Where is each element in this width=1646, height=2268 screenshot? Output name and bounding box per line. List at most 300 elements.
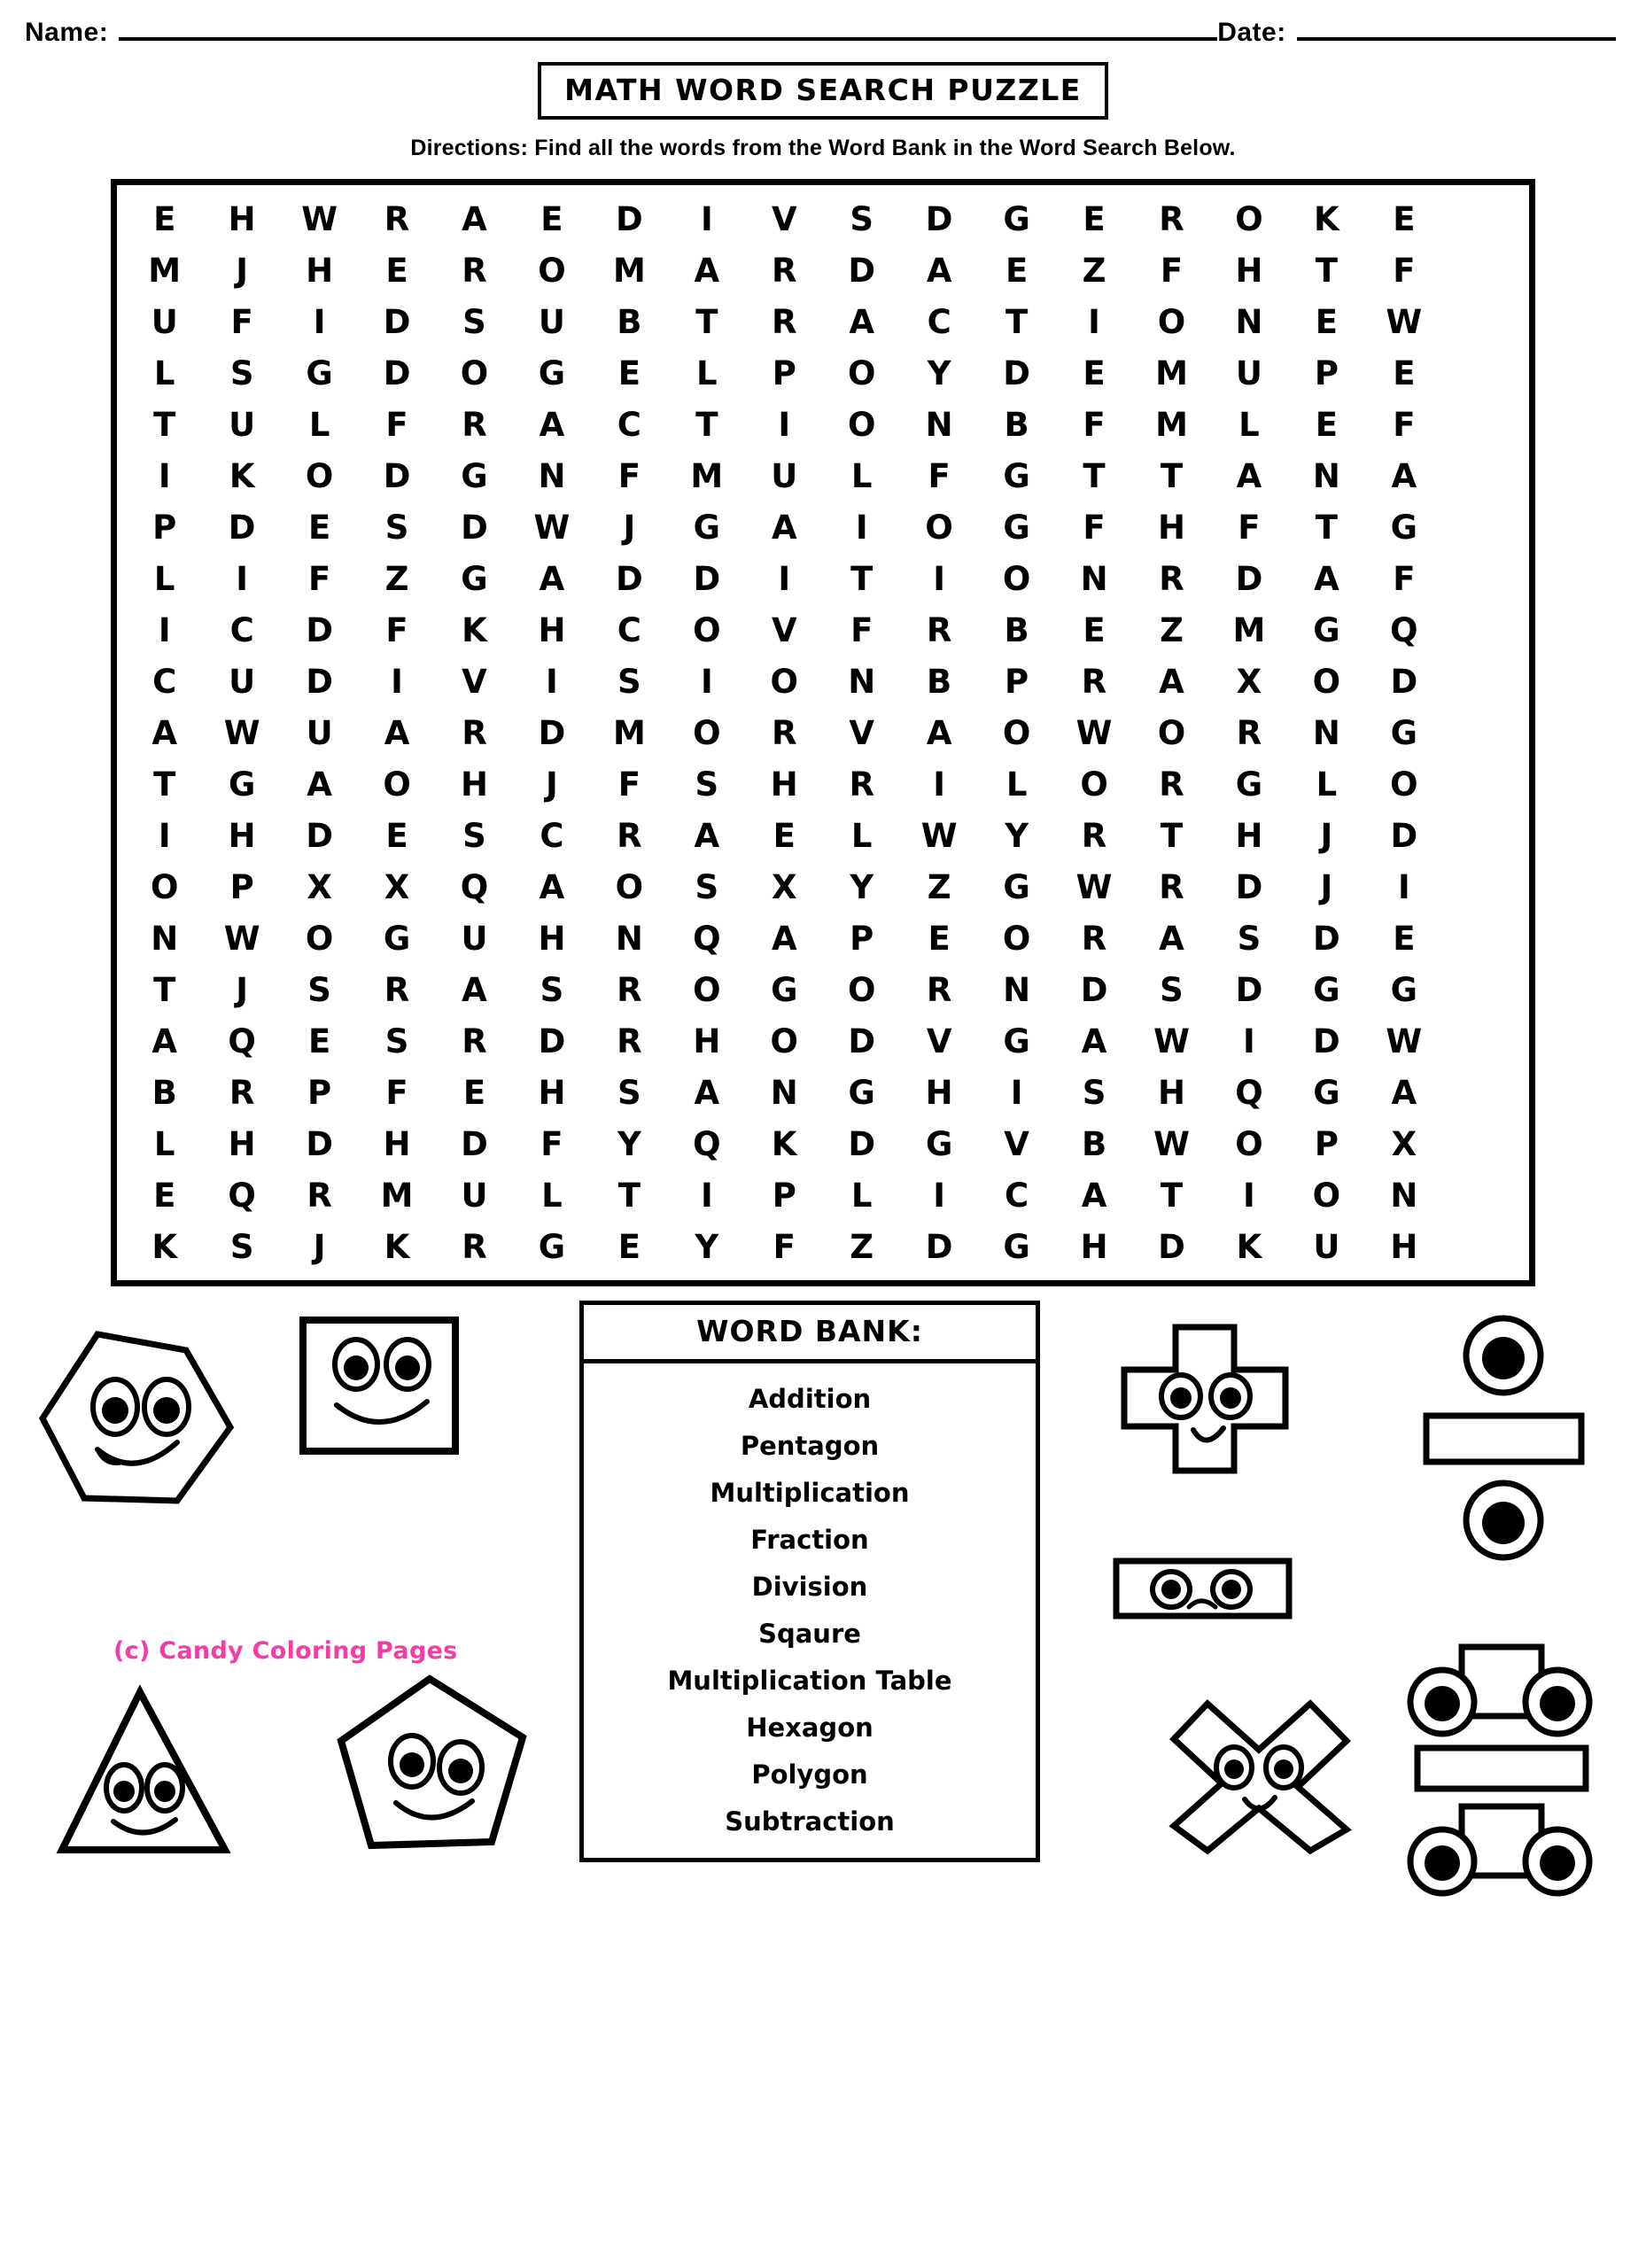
word-bank-item[interactable]: Multiplication [710, 1478, 910, 1508]
grid-cell[interactable]: P [772, 354, 796, 392]
grid-cell[interactable]: D [306, 611, 333, 649]
grid-cell[interactable]: D [538, 714, 566, 752]
grid-cell[interactable]: W [1075, 868, 1113, 906]
grid-cell[interactable]: W [533, 509, 571, 547]
grid-cell[interactable]: E [385, 252, 408, 290]
grid-cell[interactable]: K [384, 1228, 410, 1266]
grid-cell[interactable]: Q [693, 1125, 721, 1163]
grid-cell[interactable]: A [1081, 1177, 1107, 1215]
grid-cell[interactable]: I [1243, 1177, 1255, 1215]
grid-cell[interactable]: A [694, 252, 720, 290]
grid-cell[interactable]: L [1316, 765, 1338, 804]
grid-cell[interactable] [1443, 660, 1520, 704]
grid-cell[interactable]: R [462, 1228, 487, 1266]
grid-cell[interactable]: B [1004, 406, 1029, 444]
grid-cell[interactable] [1443, 1225, 1520, 1270]
grid-cell[interactable]: P [307, 1074, 332, 1112]
grid-cell[interactable]: S [462, 817, 486, 855]
grid-cell[interactable]: V [1004, 1125, 1029, 1163]
grid-cell[interactable]: O [1080, 765, 1108, 804]
grid-cell[interactable]: F [540, 1125, 563, 1163]
grid-cell[interactable] [1443, 917, 1520, 961]
grid-cell[interactable]: S [695, 765, 719, 804]
grid-cell[interactable] [1443, 711, 1520, 756]
grid-cell[interactable] [1443, 1174, 1520, 1218]
grid-cell[interactable]: G [383, 920, 411, 958]
grid-cell[interactable]: V [926, 1022, 952, 1060]
date-line[interactable] [1297, 37, 1616, 41]
grid-cell[interactable]: O [305, 920, 334, 958]
grid-cell[interactable]: I [700, 663, 713, 701]
grid-cell[interactable]: I [1010, 1074, 1023, 1112]
word-bank-item[interactable]: Pentagon [740, 1431, 880, 1461]
grid-cell[interactable]: H [228, 817, 256, 855]
grid-cell[interactable]: I [855, 509, 868, 547]
grid-cell[interactable]: S [850, 200, 874, 238]
grid-cell[interactable]: S [1082, 1074, 1106, 1112]
grid-cell[interactable]: D [1003, 354, 1030, 392]
grid-cell[interactable]: P [1005, 663, 1029, 701]
grid-cell[interactable] [1443, 1020, 1520, 1064]
grid-cell[interactable]: R [1159, 200, 1184, 238]
grid-cell[interactable]: D [616, 560, 643, 598]
grid-cell[interactable]: O [383, 765, 411, 804]
grid-cell[interactable]: O [538, 252, 566, 290]
grid-cell[interactable]: A [539, 868, 565, 906]
grid-cell[interactable]: I [933, 765, 946, 804]
grid-cell[interactable]: I [313, 303, 326, 341]
grid-cell[interactable]: E [385, 817, 408, 855]
grid-cell[interactable]: O [847, 971, 876, 1009]
grid-cell[interactable]: Q [228, 1177, 256, 1215]
grid-cell[interactable]: G [461, 457, 488, 495]
grid-cell[interactable]: G [693, 509, 721, 547]
grid-cell[interactable]: C [617, 406, 641, 444]
grid-cell[interactable]: O [1002, 920, 1031, 958]
grid-cell[interactable]: O [1157, 714, 1186, 752]
grid-cell[interactable]: O [1312, 663, 1341, 701]
grid-cell[interactable]: T [695, 303, 718, 341]
grid-cell[interactable]: D [1235, 971, 1263, 1009]
grid-cell[interactable]: G [1003, 457, 1030, 495]
grid-cell[interactable]: N [1390, 1177, 1418, 1215]
grid-cell[interactable]: E [153, 1177, 176, 1215]
grid-cell[interactable]: Y [695, 1228, 719, 1266]
grid-cell[interactable]: G [925, 1125, 953, 1163]
grid-cell[interactable]: W [1386, 303, 1423, 341]
grid-cell[interactable]: D [848, 1022, 876, 1060]
grid-cell[interactable]: I [933, 1177, 946, 1215]
grid-cell[interactable]: R [1236, 714, 1262, 752]
grid-cell[interactable]: L [850, 1177, 873, 1215]
grid-cell[interactable]: A [539, 560, 565, 598]
grid-cell[interactable]: A [307, 765, 332, 804]
grid-cell[interactable]: F [1393, 406, 1416, 444]
grid-cell[interactable]: H [693, 1022, 721, 1060]
grid-cell[interactable]: I [546, 663, 558, 701]
grid-cell[interactable]: Y [617, 1125, 641, 1163]
grid-cell[interactable]: G [1003, 1228, 1030, 1266]
grid-cell[interactable]: Y [1005, 817, 1029, 855]
grid-cell[interactable]: M [690, 457, 724, 495]
grid-cell[interactable] [1443, 968, 1520, 1013]
grid-cell[interactable]: D [461, 509, 488, 547]
grid-cell[interactable]: E [1083, 200, 1106, 238]
grid-cell[interactable]: F [773, 1228, 796, 1266]
grid-cell[interactable] [1443, 763, 1520, 807]
grid-cell[interactable]: A [384, 714, 410, 752]
grid-cell[interactable]: M [1155, 354, 1188, 392]
grid-cell[interactable]: C [1005, 1177, 1029, 1215]
grid-cell[interactable]: D [1313, 1022, 1340, 1060]
grid-cell[interactable]: J [1320, 868, 1333, 906]
grid-cell[interactable] [1443, 814, 1520, 858]
grid-cell[interactable]: D [1158, 1228, 1185, 1266]
grid-cell[interactable]: Z [384, 560, 409, 598]
grid-cell[interactable]: G [538, 354, 566, 392]
grid-cell[interactable]: M [380, 1177, 414, 1215]
grid-cell[interactable]: F [617, 765, 641, 804]
grid-cell[interactable]: U [461, 1177, 488, 1215]
grid-cell[interactable]: A [151, 1022, 178, 1060]
grid-cell[interactable]: R [384, 971, 410, 1009]
grid-cell[interactable]: R [1159, 560, 1184, 598]
grid-cell[interactable] [1443, 300, 1520, 345]
grid-cell[interactable]: J [313, 1228, 326, 1266]
grid-cell[interactable]: E [540, 200, 563, 238]
grid-cell[interactable]: E [928, 920, 951, 958]
word-bank-item[interactable]: Subtraction [725, 1806, 895, 1837]
grid-cell[interactable]: F [1083, 406, 1106, 444]
grid-cell[interactable]: D [538, 1022, 566, 1060]
grid-cell[interactable]: H [1390, 1228, 1418, 1266]
grid-cell[interactable]: R [772, 303, 797, 341]
grid-cell[interactable] [1443, 454, 1520, 499]
grid-cell[interactable]: E [617, 354, 641, 392]
grid-cell[interactable]: N [615, 920, 643, 958]
grid-cell[interactable]: H [1235, 252, 1263, 290]
grid-cell[interactable]: N [1312, 714, 1340, 752]
grid-cell[interactable]: Y [850, 868, 874, 906]
grid-cell[interactable]: R [772, 252, 797, 290]
grid-cell[interactable]: R [462, 1022, 487, 1060]
grid-cell[interactable]: A [771, 509, 797, 547]
grid-cell[interactable]: O [1312, 1177, 1341, 1215]
grid-cell[interactable]: W [920, 817, 958, 855]
grid-cell[interactable]: H [1080, 1228, 1108, 1266]
grid-cell[interactable]: K [151, 1228, 178, 1266]
grid-cell[interactable]: E [1083, 354, 1106, 392]
grid-cell[interactable]: S [617, 663, 641, 701]
grid-cell[interactable]: N [1080, 560, 1108, 598]
grid-cell[interactable]: O [615, 868, 644, 906]
grid-cell[interactable]: I [158, 457, 171, 495]
grid-cell[interactable]: A [1236, 457, 1262, 495]
grid-cell[interactable]: G [1003, 1022, 1030, 1060]
grid-cell[interactable]: T [850, 560, 873, 598]
grid-cell[interactable]: C [229, 611, 254, 649]
grid-cell[interactable]: D [848, 1125, 876, 1163]
grid-cell[interactable]: M [148, 252, 182, 290]
grid-cell[interactable]: E [1315, 303, 1339, 341]
grid-cell[interactable] [1443, 1122, 1520, 1167]
grid-cell[interactable]: A [462, 200, 487, 238]
grid-cell[interactable]: V [771, 611, 797, 649]
grid-cell[interactable]: R [617, 971, 642, 1009]
grid-cell[interactable] [1443, 506, 1520, 550]
grid-cell[interactable] [1443, 866, 1520, 910]
grid-cell[interactable]: X [1236, 663, 1262, 701]
grid-cell[interactable]: T [1083, 457, 1106, 495]
grid-cell[interactable] [1443, 403, 1520, 447]
grid-cell[interactable]: H [383, 1125, 411, 1163]
grid-cell[interactable]: B [151, 1074, 177, 1112]
grid-cell[interactable]: I [158, 611, 171, 649]
grid-cell[interactable]: R [462, 406, 487, 444]
grid-cell[interactable]: O [693, 971, 721, 1009]
grid-cell[interactable]: X [772, 868, 797, 906]
grid-cell[interactable]: I [700, 1177, 713, 1215]
grid-cell[interactable]: U [771, 457, 798, 495]
grid-cell[interactable]: E [307, 1022, 331, 1060]
word-bank-item[interactable]: Division [751, 1572, 868, 1602]
grid-cell[interactable]: G [461, 560, 488, 598]
grid-cell[interactable]: W [223, 714, 260, 752]
word-bank-item[interactable]: Addition [748, 1384, 872, 1414]
grid-cell[interactable]: Q [460, 868, 489, 906]
grid-cell[interactable]: P [850, 920, 874, 958]
grid-cell[interactable]: D [693, 560, 721, 598]
grid-cell[interactable]: G [228, 765, 256, 804]
grid-cell[interactable]: N [1003, 971, 1031, 1009]
grid-cell[interactable]: A [849, 303, 875, 341]
grid-cell[interactable]: K [771, 1125, 797, 1163]
grid-cell[interactable]: E [153, 200, 176, 238]
grid-cell[interactable]: O [1002, 560, 1031, 598]
grid-cell[interactable]: V [771, 200, 797, 238]
grid-cell[interactable]: K [1236, 1228, 1262, 1266]
grid-cell[interactable]: Q [1390, 611, 1418, 649]
grid-cell[interactable]: I [1243, 1022, 1255, 1060]
grid-cell[interactable]: X [384, 868, 410, 906]
word-bank-item[interactable]: Hexagon [746, 1713, 873, 1743]
grid-cell[interactable]: Q [228, 1022, 256, 1060]
grid-cell[interactable]: H [538, 1074, 566, 1112]
grid-cell[interactable]: O [1157, 303, 1186, 341]
grid-cell[interactable]: H [538, 920, 566, 958]
grid-cell[interactable]: P [772, 1177, 796, 1215]
grid-cell[interactable]: D [383, 303, 411, 341]
grid-cell[interactable]: G [306, 354, 333, 392]
grid-cell[interactable] [1443, 352, 1520, 396]
grid-cell[interactable]: U [461, 920, 488, 958]
grid-cell[interactable]: G [1313, 971, 1340, 1009]
grid-cell[interactable]: E [1005, 252, 1029, 290]
grid-cell[interactable]: M [1155, 406, 1188, 444]
grid-cell[interactable]: G [771, 971, 798, 1009]
grid-cell[interactable]: I [700, 200, 713, 238]
grid-cell[interactable]: O [693, 611, 721, 649]
grid-cell[interactable]: C [540, 817, 564, 855]
grid-cell[interactable]: O [1235, 200, 1263, 238]
grid-cell[interactable]: N [1235, 303, 1263, 341]
grid-cell[interactable]: B [1081, 1125, 1107, 1163]
grid-cell[interactable]: O [150, 868, 179, 906]
grid-cell[interactable]: G [538, 1228, 566, 1266]
grid-cell[interactable]: O [770, 663, 798, 701]
grid-cell[interactable]: I [236, 560, 249, 598]
grid-cell[interactable]: E [1393, 354, 1416, 392]
grid-cell[interactable]: W [1075, 714, 1113, 752]
grid-cell[interactable]: G [1313, 1074, 1340, 1112]
grid-cell[interactable]: F [1083, 509, 1106, 547]
grid-cell[interactable]: R [617, 817, 642, 855]
grid-cell[interactable]: X [1391, 1125, 1417, 1163]
grid-cell[interactable]: W [1153, 1022, 1190, 1060]
grid-cell[interactable]: W [1386, 1022, 1423, 1060]
grid-cell[interactable]: F [1160, 252, 1184, 290]
grid-cell[interactable]: R [307, 1177, 332, 1215]
grid-cell[interactable]: A [539, 406, 565, 444]
grid-cell[interactable]: T [617, 1177, 641, 1215]
grid-cell[interactable]: E [773, 817, 796, 855]
word-bank-item[interactable]: Polygon [751, 1759, 868, 1790]
grid-cell[interactable]: J [623, 509, 636, 547]
grid-cell[interactable]: C [152, 663, 177, 701]
grid-cell[interactable]: A [1391, 457, 1417, 495]
grid-cell[interactable]: D [925, 1228, 953, 1266]
grid-cell[interactable]: I [158, 817, 171, 855]
grid-cell[interactable]: R [462, 714, 487, 752]
grid-cell[interactable] [1443, 198, 1520, 242]
grid-cell[interactable]: I [933, 560, 946, 598]
grid-cell[interactable]: U [306, 714, 333, 752]
grid-cell[interactable]: D [848, 252, 876, 290]
grid-cell[interactable] [1443, 249, 1520, 293]
grid-cell[interactable]: S [229, 354, 254, 392]
grid-cell[interactable]: D [461, 1125, 488, 1163]
grid-cell[interactable]: D [1080, 971, 1108, 1009]
grid-cell[interactable]: R [462, 252, 487, 290]
grid-cell[interactable]: W [1153, 1125, 1190, 1163]
grid-cell[interactable]: E [1393, 200, 1416, 238]
grid-cell[interactable]: I [778, 406, 791, 444]
grid-cell[interactable]: O [925, 509, 953, 547]
grid-cell[interactable]: G [1003, 868, 1030, 906]
grid-cell[interactable]: Z [1082, 252, 1106, 290]
grid-cell[interactable]: D [306, 663, 333, 701]
grid-cell[interactable]: O [460, 354, 489, 392]
grid-cell[interactable]: A [694, 817, 720, 855]
grid-cell[interactable]: L [541, 1177, 563, 1215]
grid-cell[interactable]: E [1393, 920, 1416, 958]
grid-cell[interactable]: Q [693, 920, 721, 958]
grid-cell[interactable]: R [1081, 920, 1107, 958]
grid-cell[interactable]: F [1393, 252, 1416, 290]
grid-cell[interactable]: H [1235, 817, 1263, 855]
grid-cell[interactable]: M [612, 252, 646, 290]
grid-cell[interactable]: I [778, 560, 791, 598]
grid-cell[interactable]: R [229, 1074, 255, 1112]
grid-cell[interactable]: R [926, 611, 952, 649]
grid-cell[interactable]: R [1159, 868, 1184, 906]
grid-cell[interactable]: S [307, 971, 331, 1009]
grid-cell[interactable]: G [848, 1074, 875, 1112]
grid-cell[interactable]: O [847, 406, 876, 444]
grid-cell[interactable]: L [696, 354, 718, 392]
grid-cell[interactable]: R [772, 714, 797, 752]
grid-cell[interactable]: P [152, 509, 177, 547]
grid-cell[interactable]: S [540, 971, 564, 1009]
grid-cell[interactable]: B [617, 303, 642, 341]
grid-cell[interactable]: G [1313, 611, 1340, 649]
grid-cell[interactable]: S [384, 509, 409, 547]
grid-cell[interactable]: R [1081, 817, 1107, 855]
grid-cell[interactable]: G [1235, 765, 1263, 804]
grid-cell[interactable]: G [1390, 509, 1418, 547]
grid-cell[interactable]: T [153, 765, 176, 804]
grid-cell[interactable]: F [850, 611, 873, 649]
grid-cell[interactable]: N [770, 1074, 798, 1112]
grid-cell[interactable]: F [230, 303, 253, 341]
grid-cell[interactable]: J [546, 765, 558, 804]
grid-cell[interactable]: A [694, 1074, 720, 1112]
grid-cell[interactable]: H [538, 611, 566, 649]
grid-cell[interactable]: H [1158, 1074, 1185, 1112]
grid-cell[interactable]: C [617, 611, 641, 649]
grid-cell[interactable]: F [617, 457, 641, 495]
grid-cell[interactable]: D [306, 817, 333, 855]
grid-cell[interactable]: Z [850, 1228, 874, 1266]
grid-cell[interactable]: S [229, 1228, 254, 1266]
grid-cell[interactable]: H [228, 1125, 256, 1163]
grid-cell[interactable]: X [307, 868, 332, 906]
grid-cell[interactable]: H [925, 1074, 953, 1112]
grid-cell[interactable]: G [1003, 509, 1030, 547]
grid-cell[interactable]: D [1390, 663, 1418, 701]
grid-cell[interactable]: G [1390, 971, 1418, 1009]
grid-cell[interactable]: A [1081, 1022, 1107, 1060]
grid-cell[interactable]: N [925, 406, 953, 444]
grid-cell[interactable]: F [928, 457, 951, 495]
grid-cell[interactable]: P [1314, 354, 1339, 392]
grid-cell[interactable]: D [1390, 817, 1418, 855]
grid-cell[interactable]: F [307, 560, 331, 598]
grid-cell[interactable]: N [538, 457, 566, 495]
grid-cell[interactable]: R [1159, 765, 1184, 804]
grid-cell[interactable]: K [1314, 200, 1339, 238]
grid-cell[interactable]: J [1320, 817, 1333, 855]
grid-cell[interactable]: H [1158, 509, 1185, 547]
grid-cell[interactable]: F [385, 406, 408, 444]
grid-cell[interactable]: L [153, 560, 175, 598]
grid-cell[interactable]: S [384, 1022, 409, 1060]
grid-cell[interactable]: E [307, 509, 331, 547]
grid-cell[interactable]: D [228, 509, 256, 547]
grid-cell[interactable]: E [1083, 611, 1106, 649]
grid-cell[interactable]: M [1232, 611, 1266, 649]
grid-cell[interactable]: R [1081, 663, 1107, 701]
grid-cell[interactable]: D [383, 354, 411, 392]
grid-cell[interactable]: D [383, 457, 411, 495]
grid-cell[interactable]: F [1238, 509, 1261, 547]
grid-cell[interactable]: E [462, 1074, 486, 1112]
grid-cell[interactable]: H [228, 200, 256, 238]
grid-cell[interactable]: A [1314, 560, 1339, 598]
grid-cell[interactable]: U [151, 303, 178, 341]
grid-cell[interactable]: L [153, 1125, 175, 1163]
grid-cell[interactable]: H [306, 252, 334, 290]
